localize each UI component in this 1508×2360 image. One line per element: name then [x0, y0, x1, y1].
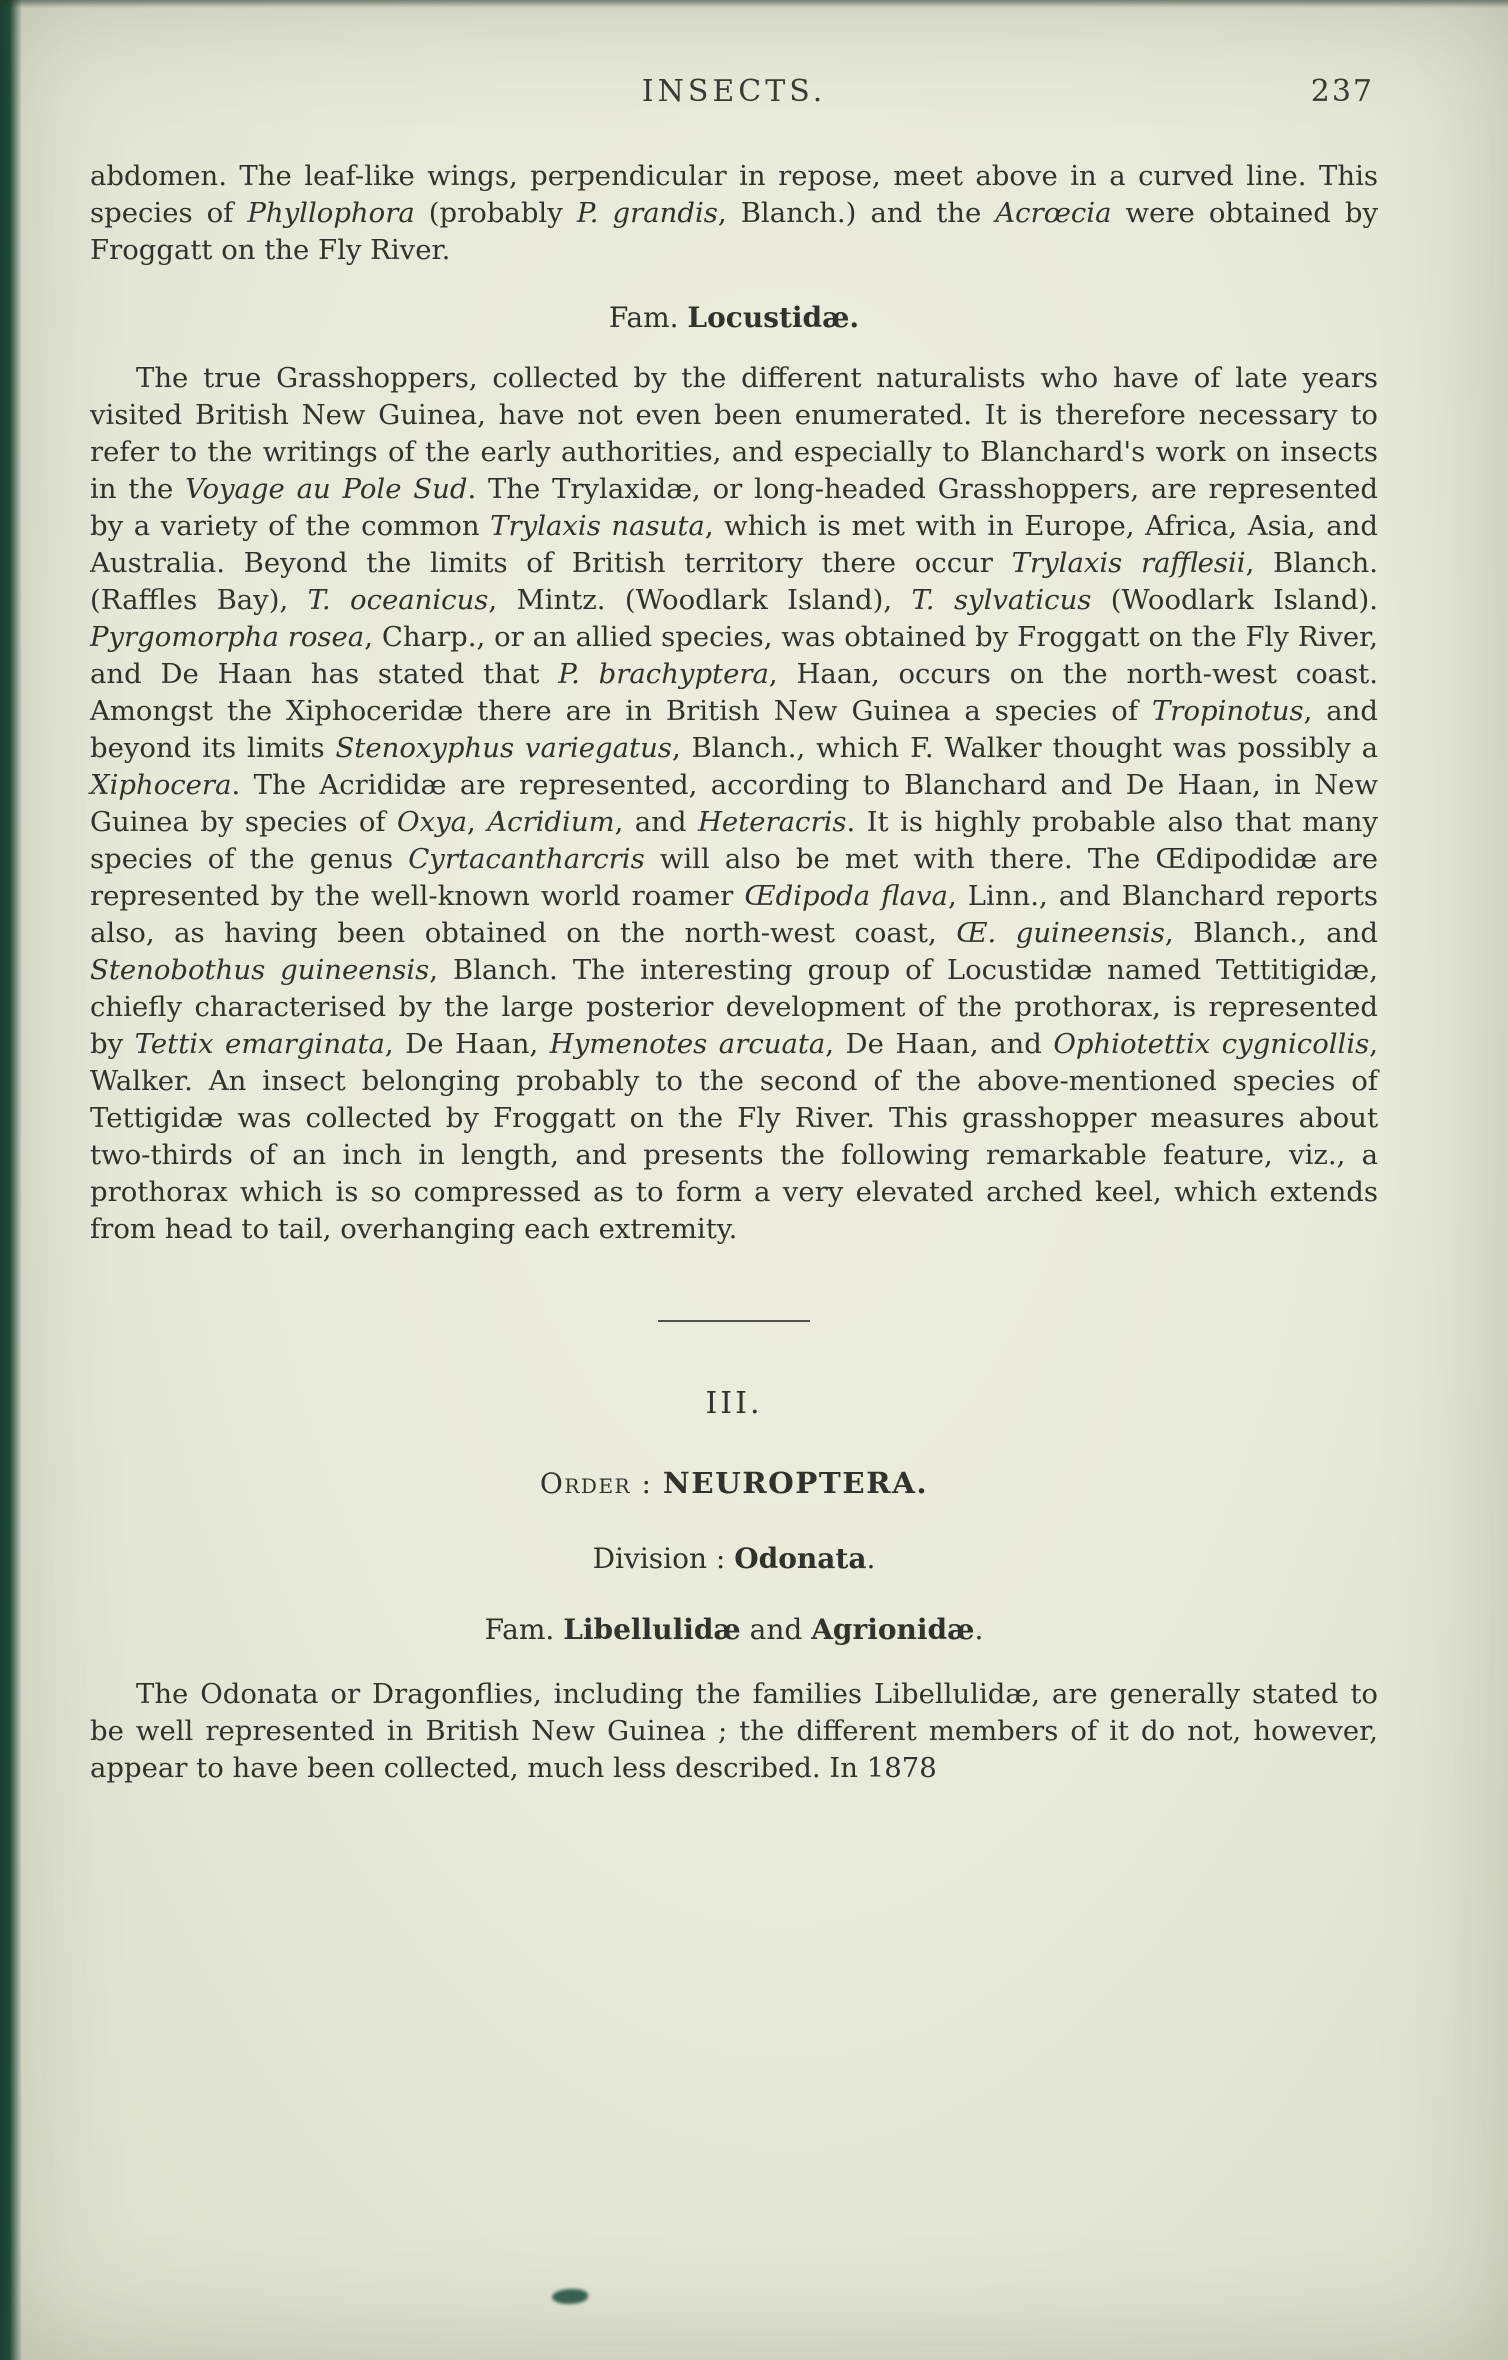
order-heading: Order : NEUROPTERA. — [539, 1465, 929, 1500]
section-divider-rule — [658, 1320, 810, 1322]
section-numeral: III. — [705, 1386, 763, 1421]
family-heading-locustidae: Fam. Locustidæ. — [608, 301, 860, 334]
page-number: 237 — [1310, 74, 1374, 109]
family-heading-libellulidae: Fam. Libellulidæ and Agrionidæ. — [484, 1613, 984, 1646]
page-content — [90, 74, 1378, 1793]
paragraph-continuation: abdomen. The leaf-like wings, perpendicular in repose, meet above in a curved line. This species of Phyllophora (probably P. grandis, Blanch.) and the Acrœcia were obtained by Froggatt on the Fly River. — [90, 160, 1379, 266]
paragraph-odonata: The Odonata or Dragonflies, including the families Libellulidæ, are generally stated to be well represented in British New Guinea ; the different members of it do not, however, appear to have been collected, much less described. In 1878 — [90, 1678, 1378, 1784]
division-heading: Division : Odonata. — [592, 1542, 876, 1575]
binding-edge — [0, 0, 22, 2360]
page-top-edge — [0, 0, 1508, 8]
paragraph-locustidae: The true Grasshoppers, collected by the different naturalists who have of late years visited British New Guinea, have not even been enumerated. It is therefore necessary to refer to the writings of the early authorities, and especially to Blanchard's work on insects in the Voyage au Pole Sud. The Trylaxidæ, or long-headed Grasshoppers, are represented by a variety of the common Trylaxis nasuta, which is met with in Europe, Africa, Asia, and Australia. Beyond the limits of British territory there occur Trylaxis rafflesii, Blanch. (Raffles Bay), T. oceanicus, Mintz. (Woodlark Island), T. sylvaticus (Woodlark Island). Pyrgomorpha rosea, Charp., or an allied species, was obtained by Froggatt on the Fly River, and De Haan has stated that P. brachyptera, Haan, occurs on the north-west coast. Amongst the Xiphoceridæ there are in British New Guinea a species of Tropinotus, and beyond its limits Stenoxyphus variegatus, Blanch., which F. Walker thought was possibly a Xiphocera. The Acrididæ are represented, according to Blanchard and De Haan, in New Guinea by species of Oxya, Acridium, and Heteracris. It is highly probable also that many species of the genus Cyrtacantharcris will also be met with there. The Œdipodidæ are represented by the well-known world roamer Œdipoda flava, Linn., and Blanchard reports also, as having been obtained on the north-west coast, Œ. guineensis, Blanch., and Stenobothus guineensis, Blanch. The interesting group of Locustidæ named Tettitigidæ, chiefly characterised by the large posterior development of the prothorax, is represented by Tettix emarginata, De Haan, Hymenotes arcuata, De Haan, and Ophiotettix cygnicollis, Walker. An insect belonging probably to the second of the above-mentioned species of Tettigidæ was collected by Froggatt on the Fly River. This grasshopper measures about two-thirds of an inch in length, and presents the following remarkable feature, viz., a prothorax which is so compressed as to form a very elevated arched keel, which extends from head to tail, overhanging each extremity. — [90, 362, 1379, 1245]
ink-smudge — [552, 2289, 588, 2304]
page-title: INSECTS. — [641, 74, 827, 109]
running-head — [90, 74, 1378, 114]
